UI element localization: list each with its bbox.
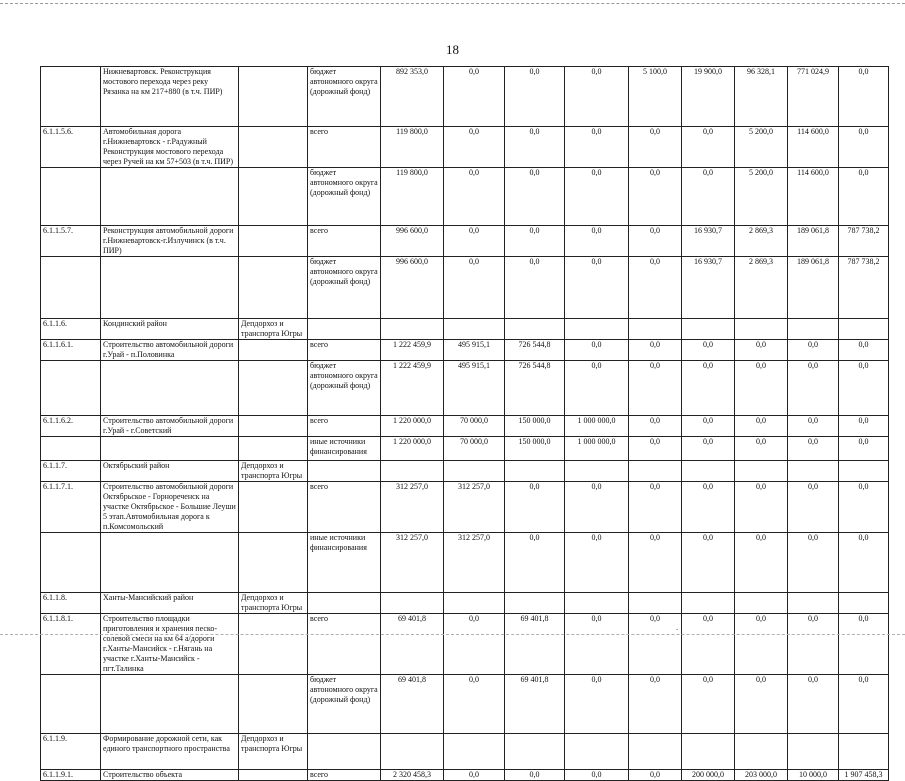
cell-year-2020: 189 061,8 [788, 226, 839, 257]
cell-year-2015: 726 544,8 [505, 340, 565, 361]
cell-item-code [41, 675, 101, 734]
cell-funding-source [308, 734, 381, 770]
cell-year-2021-2030: 1 907 458,3 [839, 770, 889, 781]
cell-year-2019: 0,0 [735, 614, 788, 675]
cell-year-2020: 0,0 [788, 416, 839, 437]
cell-funding-source: всего [308, 482, 381, 533]
cell-year-2014 [444, 593, 505, 614]
cell-year-2020: 0,0 [788, 340, 839, 361]
cell-item-name [101, 168, 239, 226]
cell-year-2019: 0,0 [735, 437, 788, 461]
cell-item-code: 6.1.1.5.7. [41, 226, 101, 257]
cell-year-2014: 0,0 [444, 675, 505, 734]
cell-year-2016 [565, 593, 629, 614]
table-row [41, 675, 889, 734]
cell-year-2014: 0,0 [444, 257, 505, 319]
cell-year-2015: 0,0 [505, 770, 565, 781]
cell-year-2019: 0,0 [735, 533, 788, 593]
cell-year-2017: 5 100,0 [629, 67, 682, 127]
cell-year-2019: 5 200,0 [735, 127, 788, 168]
cell-year-2018 [682, 734, 735, 770]
cell-year-2015: 150 000,0 [505, 416, 565, 437]
cell-year-2018: 0,0 [682, 127, 735, 168]
cell-year-2017: 0,0 [629, 675, 682, 734]
cell-year-2019: 5 200,0 [735, 168, 788, 226]
cell-year-2021-2030: 0,0 [839, 340, 889, 361]
cell-year-2018: 0,0 [682, 361, 735, 416]
cell-total-amount: 1 220 000,0 [381, 416, 444, 437]
cell-year-2017: 0,0 [629, 416, 682, 437]
cell-year-2019: 0,0 [735, 482, 788, 533]
cell-item-name: Нижневартовск. Реконструкция мостового перехода через реку Рязанка на км 217+880 (в т.ч. ПИР) [101, 67, 239, 127]
cell-year-2017: 0,0 [629, 168, 682, 226]
cell-total-amount: 892 353,0 [381, 67, 444, 127]
cell-total-amount [381, 734, 444, 770]
cell-executor [239, 416, 308, 437]
cell-year-2014 [444, 461, 505, 482]
cell-item-name: Формирование дорожной сети, как единого транспортного пространства [101, 734, 239, 770]
table-body [41, 67, 889, 781]
cell-item-name: Ханты-Мансийский район [101, 593, 239, 614]
cell-funding-source: иные источники финансирования [308, 533, 381, 593]
cell-year-2016 [565, 461, 629, 482]
cell-year-2018: 19 900,0 [682, 67, 735, 127]
cell-year-2014: 495 915,1 [444, 361, 505, 416]
cell-year-2014: 70 000,0 [444, 416, 505, 437]
cell-total-amount: 2 320 458,3 [381, 770, 444, 781]
cell-funding-source: всего [308, 416, 381, 437]
cell-year-2016: 0,0 [565, 127, 629, 168]
cell-year-2014: 0,0 [444, 67, 505, 127]
cell-year-2014 [444, 319, 505, 340]
cell-year-2017: 0,0 [629, 533, 682, 593]
cell-year-2015: 0,0 [505, 67, 565, 127]
cell-year-2020: 0,0 [788, 533, 839, 593]
cell-year-2019: 0,0 [735, 416, 788, 437]
cell-year-2016: 1 000 000,0 [565, 416, 629, 437]
table-row [41, 168, 889, 226]
cell-year-2015: 0,0 [505, 257, 565, 319]
cell-funding-source: всего [308, 614, 381, 675]
cell-year-2021-2030: 0,0 [839, 482, 889, 533]
cell-executor [239, 67, 308, 127]
cell-year-2020: 114 600,0 [788, 127, 839, 168]
cell-item-code [41, 67, 101, 127]
cell-total-amount: 119 800,0 [381, 127, 444, 168]
cell-year-2014: 0,0 [444, 168, 505, 226]
cell-year-2017: 0,0 [629, 437, 682, 461]
cell-year-2016: 0,0 [565, 614, 629, 675]
cell-year-2019: 203 000,0 [735, 770, 788, 781]
cell-year-2016: 0,0 [565, 770, 629, 781]
cell-year-2021-2030: 0,0 [839, 533, 889, 593]
cell-year-2021-2030: 0,0 [839, 361, 889, 416]
cell-item-name: Автомобильная дорога г.Нижневартовск - г.Радужный Реконструкция мостового перехода через Ручей на км 57+503 (в т.ч. ПИР) [101, 127, 239, 168]
cell-item-name [101, 533, 239, 593]
cell-item-code: 6.1.1.7.1. [41, 482, 101, 533]
cell-year-2017 [629, 734, 682, 770]
cell-year-2014 [444, 734, 505, 770]
footnote-mark: . [676, 622, 679, 632]
cell-funding-source: иные источники финансирования [308, 437, 381, 461]
cell-year-2015 [505, 319, 565, 340]
cell-year-2017 [629, 319, 682, 340]
table-row [41, 461, 889, 482]
cell-executor [239, 437, 308, 461]
cell-year-2021-2030: 0,0 [839, 416, 889, 437]
cell-year-2015 [505, 593, 565, 614]
cell-funding-source: бюджет автономного округа (дорожный фонд) [308, 67, 381, 127]
cell-year-2016: 0,0 [565, 482, 629, 533]
cell-year-2019: 96 328,1 [735, 67, 788, 127]
cell-item-code: 6.1.1.9.1. [41, 770, 101, 781]
cell-total-amount: 996 600,0 [381, 226, 444, 257]
cell-year-2020: 114 600,0 [788, 168, 839, 226]
cell-year-2016: 0,0 [565, 168, 629, 226]
cell-item-name: Октябрьский район [101, 461, 239, 482]
table-row [41, 770, 889, 781]
cell-year-2016: 0,0 [565, 533, 629, 593]
cell-year-2018: 16 930,7 [682, 257, 735, 319]
cell-year-2018: 200 000,0 [682, 770, 735, 781]
cell-year-2021-2030: 0,0 [839, 127, 889, 168]
cell-item-code: 6.1.1.6.2. [41, 416, 101, 437]
cell-year-2018 [682, 319, 735, 340]
cell-executor [239, 226, 308, 257]
cell-year-2017: 0,0 [629, 614, 682, 675]
cell-year-2016 [565, 319, 629, 340]
cell-funding-source: бюджет автономного округа (дорожный фонд) [308, 675, 381, 734]
cell-year-2018: 16 930,7 [682, 226, 735, 257]
cell-year-2019: 2 869,3 [735, 257, 788, 319]
cell-year-2021-2030: 0,0 [839, 437, 889, 461]
cell-year-2014: 0,0 [444, 226, 505, 257]
cell-item-name: Строительство автомобильной дороги г.Урай - г.Советский [101, 416, 239, 437]
cell-year-2016: 0,0 [565, 257, 629, 319]
table-row [41, 614, 889, 675]
cell-year-2016: 1 000 000,0 [565, 437, 629, 461]
cell-year-2020: 0,0 [788, 675, 839, 734]
cell-year-2015: 0,0 [505, 482, 565, 533]
cell-item-code: 6.1.1.9. [41, 734, 101, 770]
cell-item-code [41, 168, 101, 226]
cell-year-2020 [788, 319, 839, 340]
cell-year-2017: 0,0 [629, 361, 682, 416]
cell-year-2018: 0,0 [682, 168, 735, 226]
cell-funding-source: всего [308, 226, 381, 257]
cell-year-2016: 0,0 [565, 361, 629, 416]
table-row [41, 257, 889, 319]
cell-total-amount: 312 257,0 [381, 533, 444, 593]
cell-funding-source: всего [308, 340, 381, 361]
cell-item-name: Строительство площадки приготовления и хранения песко-солевой смеси на км 64 а/дороги г.Ханты-Мансийск - г.Нягань на участке г.Ханты-Мансийск - пгт.Талинка [101, 614, 239, 675]
cell-year-2017 [629, 461, 682, 482]
table-row [41, 361, 889, 416]
cell-year-2015 [505, 734, 565, 770]
cell-total-amount [381, 461, 444, 482]
cell-year-2018 [682, 461, 735, 482]
cell-year-2020: 0,0 [788, 361, 839, 416]
cell-year-2020: 189 061,8 [788, 257, 839, 319]
cell-item-name: Строительство объекта [101, 770, 239, 781]
cell-executor [239, 340, 308, 361]
cell-executor [239, 614, 308, 675]
cell-funding-source [308, 461, 381, 482]
cell-year-2015: 150 000,0 [505, 437, 565, 461]
cell-item-code: 6.1.1.5.6. [41, 127, 101, 168]
cell-item-code [41, 361, 101, 416]
cell-item-code: 6.1.1.6.1. [41, 340, 101, 361]
cell-total-amount: 69 401,8 [381, 675, 444, 734]
cell-year-2017: 0,0 [629, 482, 682, 533]
budget-table [40, 66, 889, 781]
cell-year-2014: 312 257,0 [444, 482, 505, 533]
cell-year-2018: 0,0 [682, 437, 735, 461]
cell-executor: Депдорхоз и транспорта Югры [239, 734, 308, 770]
cell-year-2021-2030 [839, 319, 889, 340]
cell-total-amount: 1 222 459,9 [381, 340, 444, 361]
cell-year-2019: 2 869,3 [735, 226, 788, 257]
cell-item-code: 6.1.1.7. [41, 461, 101, 482]
cell-year-2014: 495 915,1 [444, 340, 505, 361]
cell-item-code [41, 437, 101, 461]
cell-year-2015: 0,0 [505, 226, 565, 257]
table-row [41, 340, 889, 361]
table-row [41, 437, 889, 461]
cell-year-2014: 70 000,0 [444, 437, 505, 461]
cell-total-amount [381, 593, 444, 614]
cell-year-2021-2030: 0,0 [839, 168, 889, 226]
scan-edge-bottom [0, 634, 905, 635]
cell-year-2021-2030: 0,0 [839, 675, 889, 734]
table-row [41, 734, 889, 770]
cell-year-2017 [629, 593, 682, 614]
table-row [41, 593, 889, 614]
cell-year-2015: 0,0 [505, 168, 565, 226]
cell-total-amount: 119 800,0 [381, 168, 444, 226]
cell-year-2020: 0,0 [788, 614, 839, 675]
cell-executor: Депдорхоз и транспорта Югры [239, 461, 308, 482]
cell-year-2019 [735, 461, 788, 482]
cell-year-2019 [735, 319, 788, 340]
cell-item-name [101, 361, 239, 416]
cell-year-2017: 0,0 [629, 770, 682, 781]
cell-year-2020: 0,0 [788, 437, 839, 461]
cell-year-2021-2030: 0,0 [839, 614, 889, 675]
cell-year-2017: 0,0 [629, 226, 682, 257]
cell-executor [239, 257, 308, 319]
cell-year-2020 [788, 734, 839, 770]
cell-year-2017: 0,0 [629, 127, 682, 168]
cell-year-2017: 0,0 [629, 340, 682, 361]
cell-year-2016 [565, 734, 629, 770]
table-row [41, 127, 889, 168]
cell-year-2020: 10 000,0 [788, 770, 839, 781]
cell-year-2015 [505, 461, 565, 482]
cell-executor [239, 770, 308, 781]
cell-year-2021-2030 [839, 734, 889, 770]
cell-funding-source: бюджет автономного округа (дорожный фонд) [308, 168, 381, 226]
cell-year-2014: 0,0 [444, 770, 505, 781]
cell-year-2016: 0,0 [565, 675, 629, 734]
cell-year-2015: 0,0 [505, 533, 565, 593]
cell-year-2018 [682, 593, 735, 614]
table-row [41, 416, 889, 437]
cell-executor [239, 127, 308, 168]
table-row [41, 319, 889, 340]
cell-year-2014: 0,0 [444, 127, 505, 168]
cell-year-2017: 0,0 [629, 257, 682, 319]
cell-year-2019 [735, 734, 788, 770]
cell-item-code: 6.1.1.6. [41, 319, 101, 340]
cell-year-2019 [735, 593, 788, 614]
table-row [41, 533, 889, 593]
cell-year-2021-2030: 787 738,2 [839, 226, 889, 257]
cell-year-2018: 0,0 [682, 340, 735, 361]
cell-item-name [101, 437, 239, 461]
cell-year-2019: 0,0 [735, 675, 788, 734]
cell-item-code [41, 533, 101, 593]
cell-year-2015: 69 401,8 [505, 614, 565, 675]
cell-funding-source: бюджет автономного округа (дорожный фонд) [308, 361, 381, 416]
cell-item-name [101, 675, 239, 734]
cell-year-2021-2030: 787 738,2 [839, 257, 889, 319]
cell-year-2015: 0,0 [505, 127, 565, 168]
cell-total-amount: 1 222 459,9 [381, 361, 444, 416]
cell-year-2016: 0,0 [565, 340, 629, 361]
cell-total-amount: 1 220 000,0 [381, 437, 444, 461]
cell-year-2021-2030 [839, 461, 889, 482]
cell-total-amount: 996 600,0 [381, 257, 444, 319]
cell-item-name: Строительство автомобильной дороги г.Урай - п.Половинка [101, 340, 239, 361]
cell-year-2019: 0,0 [735, 361, 788, 416]
cell-executor [239, 533, 308, 593]
cell-year-2016: 0,0 [565, 67, 629, 127]
cell-year-2015: 69 401,8 [505, 675, 565, 734]
cell-year-2018: 0,0 [682, 675, 735, 734]
cell-year-2021-2030: 0,0 [839, 67, 889, 127]
cell-year-2014: 0,0 [444, 614, 505, 675]
cell-year-2018: 0,0 [682, 614, 735, 675]
cell-year-2020: 771 024,9 [788, 67, 839, 127]
table-row [41, 67, 889, 127]
cell-item-code: 6.1.1.8. [41, 593, 101, 614]
cell-item-name [101, 257, 239, 319]
table-row [41, 226, 889, 257]
cell-executor: Депдорхоз и транспорта Югры [239, 319, 308, 340]
cell-year-2016: 0,0 [565, 226, 629, 257]
cell-year-2018: 0,0 [682, 533, 735, 593]
cell-year-2020 [788, 593, 839, 614]
cell-item-name: Реконструкция автомобильной дороги г.Нижневартовск-г.Излучинск (в т.ч. ПИР) [101, 226, 239, 257]
cell-year-2020 [788, 461, 839, 482]
page-number: 18 [446, 42, 459, 57]
cell-executor: Депдорхоз и транспорта Югры [239, 593, 308, 614]
cell-item-code [41, 257, 101, 319]
cell-funding-source [308, 319, 381, 340]
cell-executor [239, 482, 308, 533]
cell-executor [239, 361, 308, 416]
cell-year-2019: 0,0 [735, 340, 788, 361]
table-row [41, 482, 889, 533]
cell-total-amount: 312 257,0 [381, 482, 444, 533]
cell-item-name: Строительство автомобильной дороги Октябрьское - Горнореченск на участке Октябрьское - Большие Леуши 5 этап.Автомобильная дорога к п.Комсомольский [101, 482, 239, 533]
cell-year-2014: 312 257,0 [444, 533, 505, 593]
cell-year-2015: 726 544,8 [505, 361, 565, 416]
cell-executor [239, 168, 308, 226]
cell-funding-source: всего [308, 127, 381, 168]
cell-funding-source: всего [308, 770, 381, 781]
scan-edge-top [0, 3, 905, 4]
cell-total-amount: 69 401,8 [381, 614, 444, 675]
cell-item-code: 6.1.1.8.1. [41, 614, 101, 675]
cell-year-2021-2030 [839, 593, 889, 614]
cell-item-name: Кондинский район [101, 319, 239, 340]
cell-executor [239, 675, 308, 734]
cell-year-2020: 0,0 [788, 482, 839, 533]
cell-funding-source: бюджет автономного округа (дорожный фонд) [308, 257, 381, 319]
cell-year-2018: 0,0 [682, 416, 735, 437]
cell-year-2018: 0,0 [682, 482, 735, 533]
cell-total-amount [381, 319, 444, 340]
cell-funding-source [308, 593, 381, 614]
